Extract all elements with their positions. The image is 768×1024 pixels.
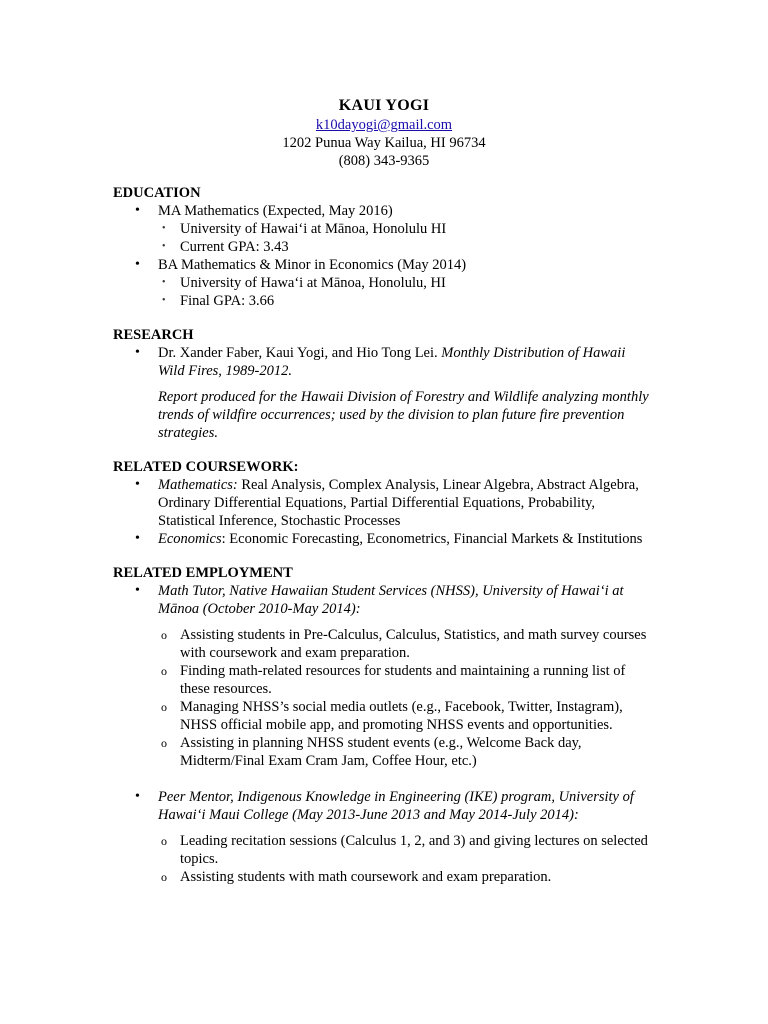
job-position: Peer Mentor, Indigenous Knowledge in Engineering (IKE) program, University of Hawai‘i Maui College (May 2013-June 2013 and May 2014-July 2014): (158, 789, 634, 823)
job-item (113, 582, 653, 788)
job-duty: o Assisting students with math coursework and exam preparation. (158, 868, 653, 886)
coursework-field: Mathematics: (158, 477, 238, 493)
research-paper-title: Monthly Distribution of Hawaii Wild Fires, 1989-2012. (158, 345, 626, 379)
education-section (113, 184, 653, 310)
coursework-courses: : Economic Forecasting, Econometrics, Financial Markets & Institutions (221, 531, 643, 547)
coursework-item (113, 476, 653, 530)
education-item (113, 256, 653, 310)
education-detail: • Final GPA: 3.66 (158, 292, 653, 310)
job-item (113, 788, 653, 886)
job-duty: o Assisting students in Pre-Calculus, Calculus, Statistics, and math survey courses with coursework and exam preparation. (158, 626, 653, 662)
job-duty: o Leading recitation sessions (Calculus 1, 2, and 3) and giving lectures on selected topics. (158, 832, 653, 868)
email-link[interactable]: k10dayogi@gmail.com (315, 117, 453, 133)
job-position: Math Tutor, Native Hawaiian Student Services (NHSS), University of Hawai‘i at Mānoa (October 2010-May 2014): (158, 583, 624, 617)
coursework-courses: Real Analysis, Complex Analysis, Linear Algebra, Abstract Algebra, Ordinary Differential Equations, Partial Differential Equations, Probability, Statistical Inference, Stochastic Processes (158, 477, 639, 529)
research-authors: Dr. Xander Faber, Kaui Yogi, and Hio Tong Lei. (158, 345, 442, 361)
degree: BA Mathematics & Minor in Economics (May 2014) (158, 257, 467, 273)
coursework-section (113, 458, 653, 548)
degree: MA Mathematics (Expected, May 2016) (158, 203, 393, 219)
education-detail: • Current GPA: 3.43 (158, 238, 653, 256)
section-title-coursework: RELATED COURSEWORK: (113, 459, 299, 475)
address: 1202 Punua Way Kailua, HI 96734 (282, 135, 486, 151)
job-duty: o Assisting in planning NHSS student events (e.g., Welcome Back day, Midterm/Final Exam Cram Jam, Coffee Hour, etc.) (158, 734, 653, 770)
education-detail: • University of Hawa‘i at Mānoa, Honolulu, HI (158, 274, 653, 292)
section-title-research: RESEARCH (113, 327, 194, 343)
section-title-employment: RELATED EMPLOYMENT (113, 565, 293, 581)
resume-header (0, 96, 768, 170)
research-section (113, 326, 653, 442)
coursework-field: Economics (158, 531, 222, 547)
research-item (113, 344, 653, 380)
phone: (808) 343-9365 (338, 153, 430, 169)
employment-section (113, 564, 653, 886)
section-title-education: EDUCATION (113, 185, 201, 201)
coursework-item (113, 530, 653, 548)
job-duty: o Finding math-related resources for students and maintaining a running list of these resources. (158, 662, 653, 698)
candidate-name: KAUI YOGI (338, 97, 430, 114)
education-detail: • University of Hawai‘i at Mānoa, Honolulu HI (158, 220, 653, 238)
job-duty: o Managing NHSS’s social media outlets (e.g., Facebook, Twitter, Instagram), NHSS official mobile app, and promoting NHSS events and opportunities. (158, 698, 653, 734)
research-description: Report produced for the Hawaii Division of Forestry and Wildlife analyzing monthly trends of wildfire occurrences; used by the division to plan future fire prevention strategies. (158, 389, 649, 441)
resume-body (113, 184, 653, 902)
education-item (113, 202, 653, 256)
